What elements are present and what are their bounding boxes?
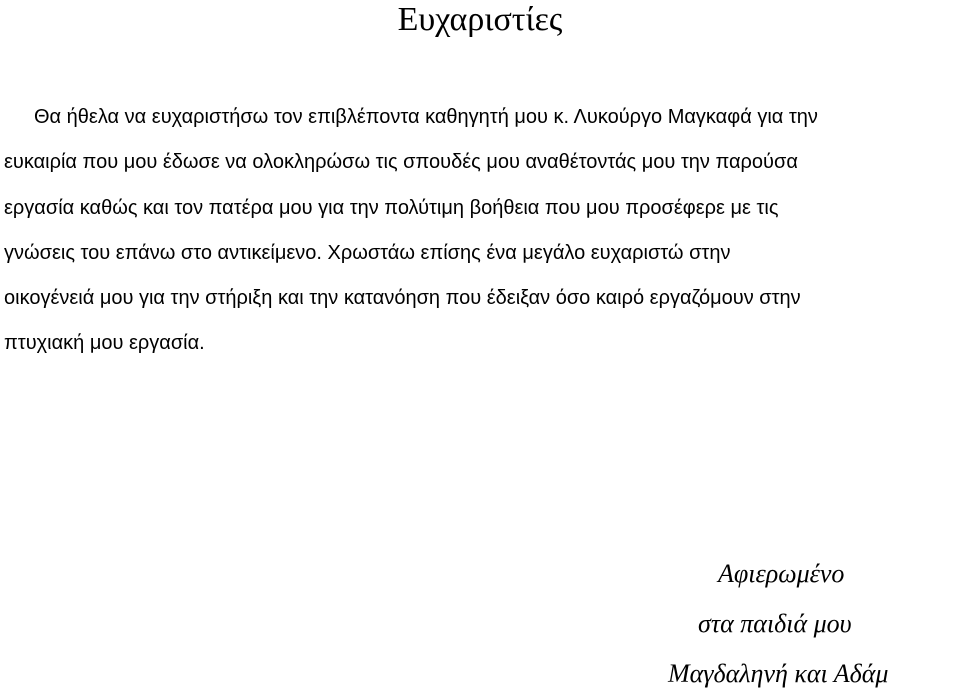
paragraph-line: Θα ήθελα να ευχαριστήσω τον επιβλέποντα καθηγητή μου κ. Λυκούργο Μαγκαφά για την <box>34 106 818 128</box>
paragraph-line: εργασία καθώς και τον πατέρα μου για την πολύτιμη βοήθεια που μου προσέφερε με τις <box>4 197 779 219</box>
dedication-line: Μαγδαληνή και Αδάμ <box>668 659 889 688</box>
paragraph-line: οικογένειά μου για την στήριξη και την κατανόηση που έδειξαν όσο καιρό εργαζόμουν στην <box>4 287 801 309</box>
paragraph-line: γνώσεις του επάνω στο αντικείμενο. Χρωστάω επίσης ένα μεγάλο ευχαριστώ στην <box>4 242 731 264</box>
paragraph-line: πτυχιακή μου εργασία. <box>4 332 205 354</box>
dedication-line: στα παιδιά μου <box>698 609 852 638</box>
page-title: Ευχαριστίες <box>397 1 563 38</box>
paragraph-line: ευκαιρία που μου έδωσε να ολοκληρώσω τις σπουδές μου αναθέτοντάς μου την παρούσα <box>4 151 798 173</box>
dedication-line: Αφιερωμένο <box>718 559 845 588</box>
